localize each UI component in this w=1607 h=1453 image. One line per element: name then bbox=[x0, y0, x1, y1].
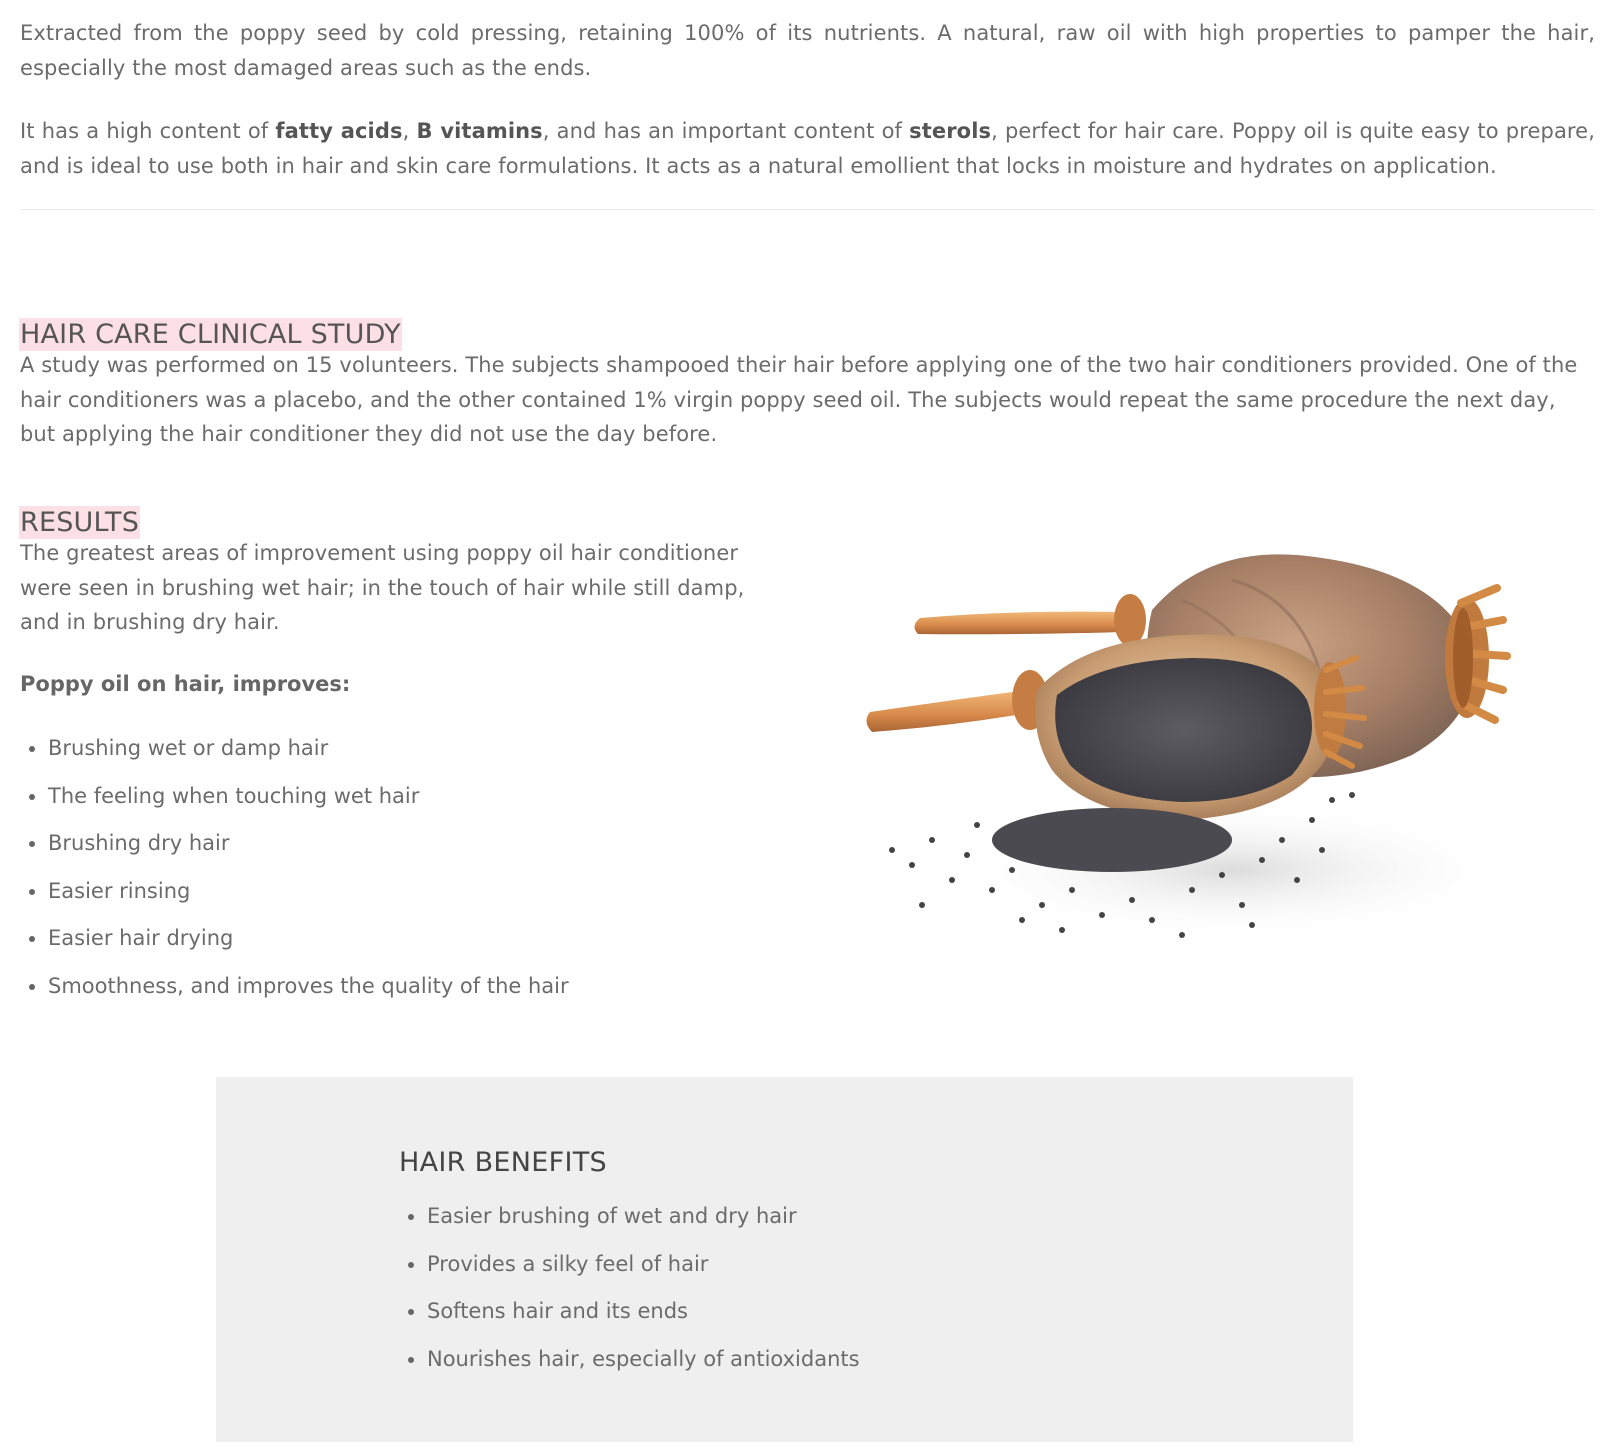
composition-text: , perfect for hair care. Poppy oil is quite easy to prepare, and is ideal to use both in hair and skin care formulations. It acts as a natural emollient that locks in moisture and hydrates on application. bbox=[20, 119, 1595, 178]
bullet-icon bbox=[29, 889, 35, 895]
list-item-text: Nourishes hair, especially of antioxidants bbox=[427, 1346, 860, 1371]
bullet-icon bbox=[29, 936, 35, 942]
list-item bbox=[399, 1294, 1199, 1342]
list-item bbox=[20, 874, 760, 922]
bullet-icon bbox=[29, 746, 35, 752]
seed-pile bbox=[992, 808, 1232, 872]
bullet-icon bbox=[408, 1214, 414, 1220]
bullet-icon bbox=[408, 1309, 414, 1315]
list-item-text: Brushing wet or damp hair bbox=[48, 736, 329, 760]
list-item-text: Provides a silky feel of hair bbox=[427, 1251, 709, 1276]
list-item bbox=[20, 779, 760, 827]
seed-filling bbox=[1055, 658, 1312, 802]
list-item bbox=[20, 921, 760, 969]
list-item bbox=[399, 1199, 1199, 1247]
section-divider bbox=[20, 209, 1595, 210]
back-stem bbox=[914, 612, 1124, 635]
poppy-pods-image bbox=[852, 540, 1522, 990]
benefits-panel bbox=[216, 1077, 1353, 1442]
front-stem bbox=[866, 690, 1034, 732]
list-item-text: Softens hair and its ends bbox=[427, 1299, 688, 1323]
bullet-icon bbox=[408, 1262, 414, 1268]
list-item bbox=[20, 969, 760, 1017]
bullet-icon bbox=[29, 984, 35, 990]
results-paragraph: The greatest areas of improvement using poppy oil hair conditioner were seen in brushing wet hair; in the touch of hair while still damp, and in brushing dry hair. bbox=[20, 541, 745, 634]
list-item-text: Easier hair drying bbox=[48, 926, 234, 950]
study-heading: HAIR CARE CLINICAL STUDY bbox=[20, 319, 401, 351]
study-paragraph: A study was performed on 15 volunteers. The subjects shampooed their hair before applying one of the two hair conditioners provided. One of the hair conditioners was a placebo, and the other contained 1% virgin poppy seed oil. The subjects would repeat the same procedure the next day, but applying the hair conditioner they did not use the day before. bbox=[20, 353, 1578, 446]
composition-text: , bbox=[402, 119, 417, 143]
bullet-icon bbox=[29, 794, 35, 800]
list-item bbox=[20, 731, 760, 779]
composition-text: , and has an important content of bbox=[542, 119, 910, 143]
fatty-acids-bold: fatty acids bbox=[275, 119, 403, 143]
list-item-text: Easier rinsing bbox=[48, 878, 191, 903]
list-item-text: Smoothness, and improves the quality of the hair bbox=[48, 973, 569, 998]
intro-paragraph: Extracted from the poppy seed by cold pressing, retaining 100% of its nutrients. A natural, raw oil with high properties to pamper the hair, especially the most damaged areas such as the ends. bbox=[20, 21, 1595, 80]
improves-list bbox=[20, 731, 760, 1016]
b-vitamins-bold: B vitamins bbox=[416, 119, 543, 143]
composition-paragraph bbox=[20, 114, 1595, 183]
bullet-icon bbox=[408, 1357, 414, 1363]
benefits-heading: HAIR BENEFITS bbox=[399, 1147, 607, 1178]
list-item bbox=[399, 1342, 1199, 1390]
benefits-list bbox=[399, 1199, 1199, 1389]
list-item-text: Brushing dry hair bbox=[48, 831, 230, 855]
composition-text: It has a high content of bbox=[20, 119, 276, 143]
bullet-icon bbox=[29, 841, 35, 847]
list-item-text: The feeling when touching wet hair bbox=[48, 783, 420, 808]
list-item-text: Easier brushing of wet and dry hair bbox=[427, 1204, 797, 1228]
back-stem-knob bbox=[1114, 594, 1146, 646]
list-item bbox=[20, 826, 760, 874]
sterols-bold: sterols bbox=[909, 119, 992, 143]
results-heading: RESULTS bbox=[20, 507, 140, 539]
improves-label: Poppy oil on hair, improves: bbox=[20, 672, 351, 696]
back-pod-crown bbox=[1445, 588, 1507, 720]
list-item bbox=[399, 1247, 1199, 1295]
